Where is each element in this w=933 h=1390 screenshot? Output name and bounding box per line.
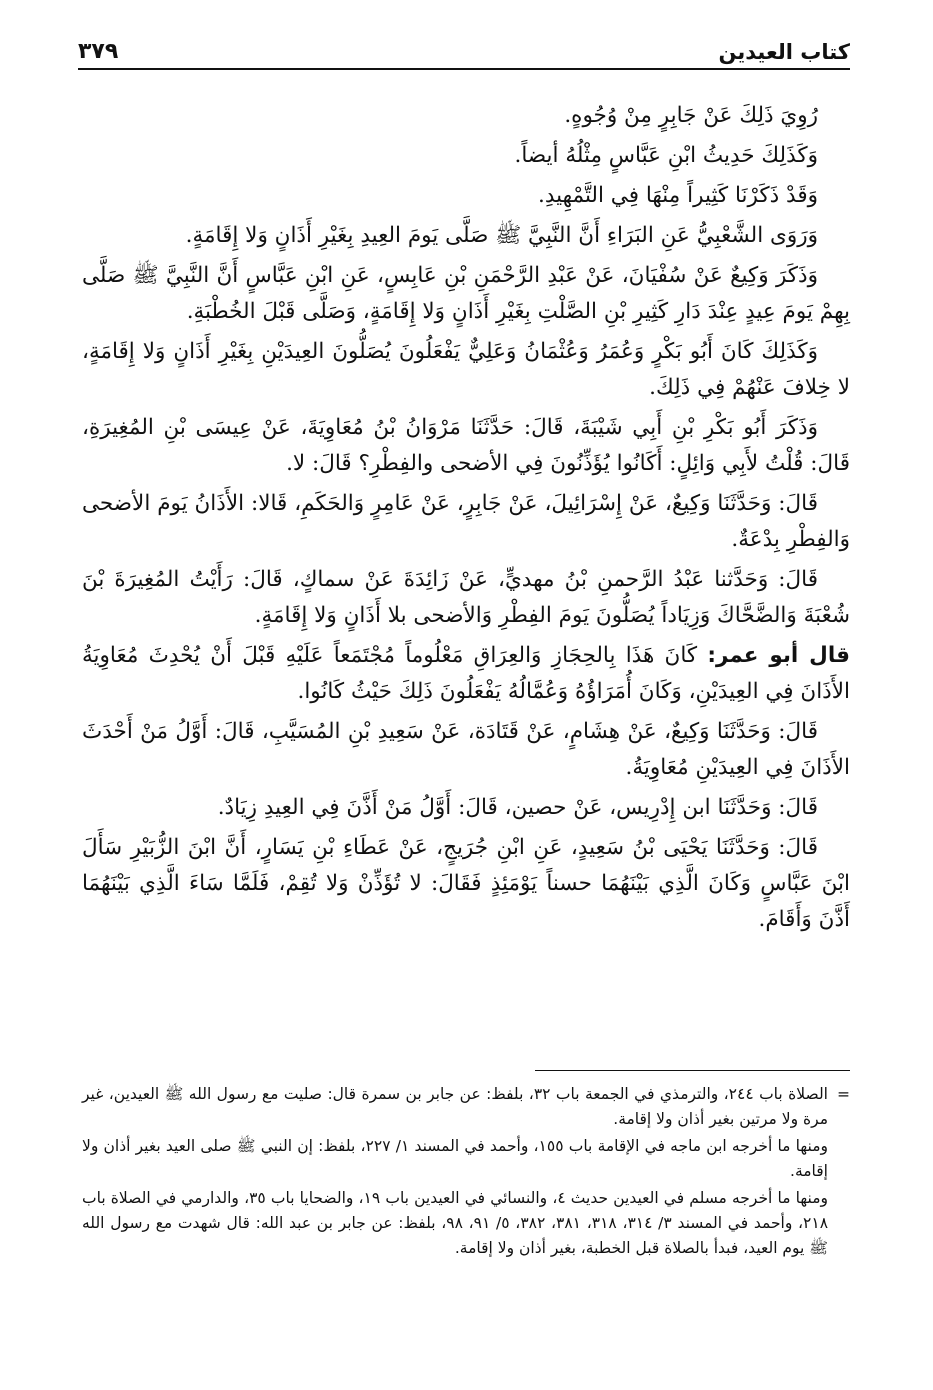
paragraph — [82, 178, 850, 214]
footnote-text: الصلاة باب ٢٤٤، والترمذي في الجمعة باب ٣٢، بلفظ: عن جابر بن سمرة قال: صليت مع رسول الله ﷺ العيدين، غير مرة ولا مرتين بغير أذان ولا إقامة. — [82, 1085, 828, 1128]
paragraph-text: رُوِيَ ذَلِكَ عَنْ جَابِرٍ مِنْ وُجُوهٍ. — [564, 103, 818, 128]
page-number: ٣٧٩ — [78, 39, 119, 64]
speaker-label: قال أبو عمر: — [707, 643, 850, 668]
paragraph-text: وَكَذَلِكَ كَانَ أَبُو بَكْرٍ وَعُمَرُ وَعُثْمَانُ وَعَلِيٌّ يَفْعَلُونَ يُصَلُّونَ العِيدَيْنِ بِغَيْرِ أَذَانٍ وَلا إِقَامَةٍ، لا خِلافَ عَنْهُمْ فِي ذَلِكَ. — [82, 339, 850, 400]
footnote — [82, 1082, 850, 1132]
paragraph — [82, 138, 850, 174]
paragraph-text: وَقَدْ ذَكَرْنَا كَثِيراً مِنْهَا فِي التَّمْهِيدِ. — [538, 183, 818, 208]
paragraph-text: وَذَكَرَ أَبُو بَكْرِ بْنِ أَبِي شَيْبَةَ، قَالَ: حَدَّثَنَا مَرْوَانُ بْنُ مُعَاوِيَةَ، عَنْ عِيسَى بْنِ المُغِيرَةِ، قَالَ: قُلْتُ لأَبِي وَائِلٍ: أَكَانُوا يُؤَذِّنُونَ فِي الأضحى والفِطْرِ؟ قَالَ: لا. — [82, 415, 850, 476]
paragraph-text: كَانَ هَذَا بِالحِجَازِ وَالعِرَاقِ مَعْلُوماً مُجْتَمَعاً عَلَيْهِ قَبْلَ أَنْ يُحْدِثَ مُعَاوِيَةُ الأَذَانَ فِي العِيدَيْنِ، وَكَانَ أُمَرَاؤُهُ وَعُمَّالُهُ يَفْعَلُونَ ذَلِكَ حَيْثُ كَانُوا. — [82, 643, 850, 704]
paragraph — [82, 98, 850, 134]
paragraph — [82, 334, 850, 406]
paragraph-text: قَالَ: وَحَدَّثَنَا وَكِيعٌ، عَنْ إِسْرَائِيلَ، عَنْ جَابِرٍ، عَنْ عَامِرٍ وَالحَكَمِ، قَالا: الأَذَانُ يَومَ الأضحى وَالفِطْرِ بِدْعَةٌ. — [82, 491, 850, 552]
footnote-text: ومنها ما أخرجه مسلم في العيدين حديث ٤، والنسائي في العيدين باب ١٩، والضحايا باب ٣٥، والدارمي في الصلاة باب ٢١٨، وأحمد في المسند ٣/ ٣١٤، ٣١٨، ٣٨١، ٣٨٢، ٥/ ٩١، ٩٨، بلفظ: عن جابر بن عبد الله: قال شهدت مع رسول الله ﷺ يوم العيد، فبدأ بالصلاة قبل الخطبة، بغير أذان ولا إقامة. — [82, 1189, 829, 1257]
paragraph — [82, 830, 850, 938]
paragraph — [82, 790, 850, 826]
footnote — [82, 1134, 850, 1184]
paragraph-text: قَالَ: وَحَدَّثَنَا يَحْيَى بْنُ سَعِيدٍ، عَنِ ابْنِ جُرَيجٍ، عَنْ عَطَاءِ بْنِ يَسَارٍ، أَنَّ ابْنَ الزُّبَيْرِ سَأَلَ ابْنَ عَبَّاسٍ وَكَانَ الَّذِي بَيْنَهُمَا حسناً يَوْمَئِذٍ فَقَالَ: لا تُؤَذِّنْ وَلا تُقِمْ، فَلَمَّا سَاءَ الَّذِي بَيْنَهُمَا أَذَّنَ وَأَقَامَ. — [82, 835, 850, 932]
running-header — [78, 28, 850, 70]
footnote-divider — [535, 1070, 850, 1071]
footnote-text: ومنها ما أخرجه ابن ماجه في الإقامة باب ١٥٥، وأحمد في المسند ١/ ٢٢٧، بلفظ: إن النبي ﷺ صلى العيد بغير أذان ولا إقامة. — [82, 1137, 829, 1180]
paragraph — [82, 638, 850, 710]
paragraph — [82, 714, 850, 786]
main-text — [82, 98, 850, 942]
paragraph — [82, 410, 850, 482]
paragraph-text: وَرَوَى الشَّعْبِيُّ عَنِ البَرَاءِ أَنَّ النَّبِيَّ ﷺ صَلَّى يَومَ العِيدِ بِغَيْرِ أَذَانٍ وَلا إِقَامَةٍ. — [185, 223, 818, 248]
footnote — [82, 1186, 850, 1261]
paragraph-text: قَالَ: وَحَدَّثَنَا ابن إِدْرِيس، عَنْ حصين، قَالَ: أَوَّلُ مَنْ أَذَّنَ فِي العِيدِ زِيَادٌ. — [217, 795, 818, 820]
paragraph — [82, 258, 850, 330]
paragraph — [82, 562, 850, 634]
paragraph — [82, 218, 850, 254]
paragraph-text: وَذَكَرَ وَكِيعٌ عَنْ سُفْيَانَ، عَنْ عَبْدِ الرَّحْمَنِ بْنِ عَابِسٍ، عَنِ ابْنِ عَبَّاسٍ أَنَّ النَّبِيَّ ﷺ صَلَّى بِهِمْ يَومَ عِيدٍ عِنْدَ دَارِ كَثِيرِ بْنِ الصَّلْتِ بِغَيْرِ أَذَانٍ وَلا إِقَامَةٍ، وَصَلَّى قَبْلَ الخُطْبَةِ. — [82, 263, 850, 324]
footnote-continuation-marker: = — [837, 1085, 850, 1103]
paragraph-text: قَالَ: وَحَدَّثنا عَبْدُ الرَّحمنِ بْنُ مهديٍّ، عَنْ زَائِدَةَ عَنْ سماكٍ، قَالَ: رَأَيْتُ المُغِيرَةَ بْنَ شُعْبَةَ وَالضَّحَّاكَ وَزِيَاداً يُصَلُّونَ يَومَ الفِطْرِ وَالأضحى بلا أَذَانٍ وَلا إِقَامَةٍ. — [82, 567, 850, 628]
paragraph — [82, 486, 850, 558]
paragraph-text: قَالَ: وَحَدَّثَنَا وَكِيعٌ، عَنْ هِشَامٍ، عَنْ قَتَادَة، عَنْ سَعِيدِ بْنِ المُسَيَّبِ، قَالَ: أَوَّلُ مَنْ أَحْدَثَ الأَذَانَ فِي العِيدَيْنِ مُعَاوِيَةُ. — [82, 719, 850, 780]
paragraph-text: وَكَذَلِكَ حَدِيثُ ابْنِ عَبَّاسٍ مِثْلُهُ أيضاً. — [514, 143, 818, 168]
footnotes — [82, 1082, 850, 1263]
book-title: كتاب العيدين — [718, 40, 850, 64]
